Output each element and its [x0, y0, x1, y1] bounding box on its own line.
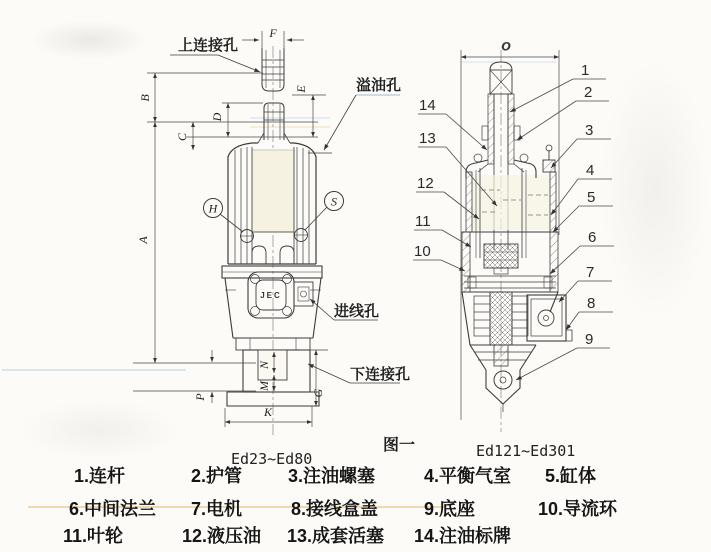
callout-14: 14	[419, 97, 436, 114]
left-figure-external-view	[133, 26, 410, 435]
caption-left-model: Ed23~Ed80	[231, 450, 313, 468]
callout-4: 4	[586, 162, 595, 179]
dim-label-g: G	[311, 388, 325, 398]
section-junction-box	[527, 295, 572, 341]
dim-label-c: C	[175, 132, 189, 142]
legend-item-6: 6.中间法兰	[69, 499, 157, 519]
section-bottom-clevis	[470, 345, 536, 412]
junction-box	[248, 272, 294, 318]
callout-13: 13	[419, 130, 436, 147]
callout-6: 6	[588, 229, 597, 246]
legend-item-3: 3.注油螺塞	[288, 466, 376, 486]
callout-10: 10	[414, 243, 431, 260]
balloon-s	[305, 192, 344, 231]
legend-item-7: 7.电机	[191, 499, 243, 519]
label-overflow-hole: 溢油孔	[356, 77, 402, 94]
dim-label-n: N	[257, 360, 271, 370]
scan-artifact-lines	[2, 62, 556, 507]
section-housing	[462, 145, 558, 292]
dim-label-p: P	[193, 393, 207, 401]
svg-text:S: S	[331, 194, 337, 209]
callout-12: 12	[417, 175, 434, 192]
balloon-h	[204, 199, 244, 233]
right-figure-section-view	[413, 39, 614, 432]
legend-item-11: 11.叶轮	[63, 526, 124, 546]
legend-item-4: 4.平衡气室	[424, 466, 512, 486]
legend-item-13: 13.成套活塞	[287, 526, 385, 546]
legend-item-5: 5.缸体	[545, 466, 597, 486]
legend-item-9: 9.底座	[424, 499, 476, 519]
dim-label-f: F	[269, 26, 277, 40]
legend-item-12: 12.液压油	[182, 526, 262, 546]
legend-item-2: 2.护管	[191, 466, 243, 486]
cylinder-body	[228, 143, 332, 264]
dim-label-a: A	[136, 236, 150, 244]
caption-figure-number: 图一	[383, 437, 416, 454]
legend-item-8: 8.接线盒盖	[291, 499, 379, 519]
callout-3: 3	[585, 122, 594, 139]
label-inlet-hole: 进线孔	[334, 303, 380, 320]
dim-label-e: E	[294, 85, 308, 93]
label-lower-hole: 下连接孔	[350, 366, 411, 383]
dim-label-b: B	[138, 94, 152, 102]
caption-right-model: Ed121~Ed301	[476, 442, 576, 460]
callout-9: 9	[585, 331, 594, 348]
callout-8: 8	[587, 295, 596, 312]
callout-1: 1	[581, 62, 590, 79]
label-upper-hole: 上连接孔	[178, 37, 239, 54]
parts-legend	[63, 465, 618, 546]
legend-item-1: 1.连杆	[74, 466, 126, 486]
dim-label-m: M	[257, 381, 271, 391]
dim-label-o: O	[501, 39, 511, 53]
callout-2: 2	[584, 84, 593, 101]
dim-label-k: K	[263, 405, 273, 419]
captions	[231, 435, 575, 468]
legend-item-14: 14.注油标牌	[414, 526, 512, 546]
callout-7: 7	[586, 264, 595, 281]
dim-label-d: D	[210, 112, 224, 122]
callout-11: 11	[415, 213, 431, 230]
wire-inlet-boss	[294, 282, 313, 306]
svg-text:H: H	[208, 201, 218, 216]
callout-5: 5	[587, 189, 596, 206]
junction-box-logo: JEC	[260, 291, 282, 300]
legend-item-10: 10.导流环	[538, 499, 618, 519]
